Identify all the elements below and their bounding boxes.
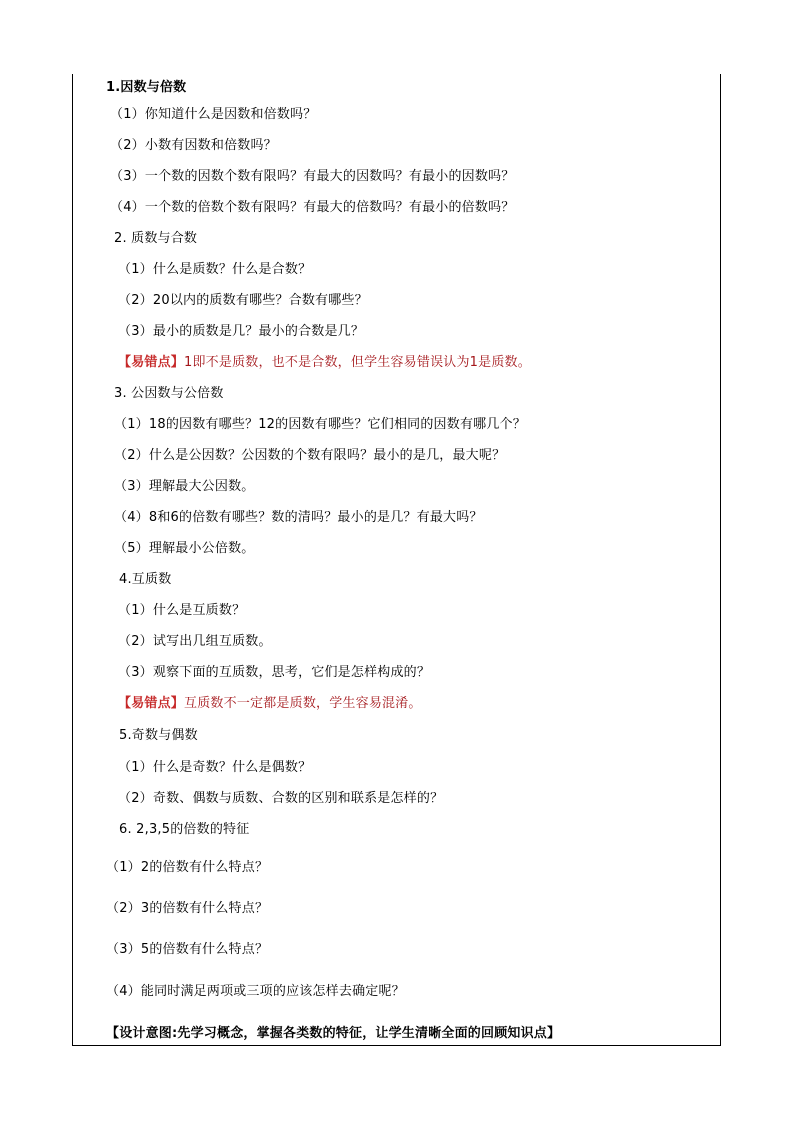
section-3-question-4: （4）8和6的倍数有哪些？数的清吗？最小的是几？有最大吗？	[114, 510, 483, 525]
section-4-title: 4.互质数	[119, 572, 172, 587]
section-4-tip	[118, 695, 422, 713]
section-2-question-3: （3）最小的质数是几？最小的合数是几？	[118, 324, 365, 339]
section-5-title: 5.奇数与偶数	[119, 728, 198, 743]
section-5-question-1: （1）什么是奇数？什么是偶数？	[118, 760, 312, 775]
section-3-question-1: （1）18的因数有哪些？12的因数有哪些？它们相同的因数有哪几个？	[114, 417, 526, 432]
section-3-question-2: （2）什么是公因数？公因数的个数有限吗？最小的是几，最大呢？	[114, 448, 506, 463]
section-6-question-4: （4）能同时满足两项或三项的应该怎样去确定呢？	[106, 984, 405, 999]
section-5-question-2: （2）奇数、偶数与质数、合数的区别和联系是怎样的？	[118, 791, 444, 806]
section-1-question-3: （3）一个数的因数个数有限吗？有最大的因数吗？有最小的因数吗？	[110, 169, 515, 184]
section-6-question-2: （2）3的倍数有什么特点？	[106, 901, 269, 916]
section-2-title: 2. 质数与合数	[114, 231, 198, 246]
section-2-tip-text: 1即不是质数，也不是合数，但学生容易错误认为1是质数。	[184, 355, 531, 370]
section-4-question-2: （2）试写出几组互质数。	[118, 634, 272, 649]
section-4-tip-text: 互质数不一定都是质数，学生容易混淆。	[184, 696, 422, 711]
section-2-tip-tag: 【易错点】	[118, 355, 185, 370]
section-3-title: 3. 公因数与公倍数	[114, 386, 224, 401]
section-2-tip	[118, 354, 531, 372]
section-2-question-2: （2）20以内的质数有哪些？合数有哪些？	[118, 293, 368, 308]
section-1-title: 1.因数与倍数	[106, 80, 187, 95]
section-6-question-3: （3）5的倍数有什么特点？	[106, 942, 269, 957]
section-6-title: 6. 2,3,5的倍数的特征	[119, 822, 250, 837]
section-1-question-2: （2）小数有因数和倍数吗？	[110, 138, 277, 153]
section-1-question-4: （4）一个数的倍数个数有限吗？有最大的倍数吗？有最小的倍数吗？	[110, 200, 515, 215]
design-intent: 【设计意图:先学习概念，掌握各类数的特征，让学生清晰全面的回顾知识点】	[106, 1026, 561, 1041]
section-1-question-1: （1）你知道什么是因数和倍数吗？	[110, 107, 317, 122]
section-4-question-1: （1）什么是互质数？	[118, 603, 246, 618]
section-2-question-1: （1）什么是质数？什么是合数？	[118, 262, 312, 277]
section-4-tip-tag: 【易错点】	[118, 696, 185, 711]
section-3-question-5: （5）理解最小公倍数。	[114, 541, 255, 556]
section-6-question-1: （1）2的倍数有什么特点？	[106, 860, 269, 875]
section-3-question-3: （3）理解最大公因数。	[114, 479, 255, 494]
section-4-question-3: （3）观察下面的互质数，思考，它们是怎样构成的？	[118, 665, 431, 680]
